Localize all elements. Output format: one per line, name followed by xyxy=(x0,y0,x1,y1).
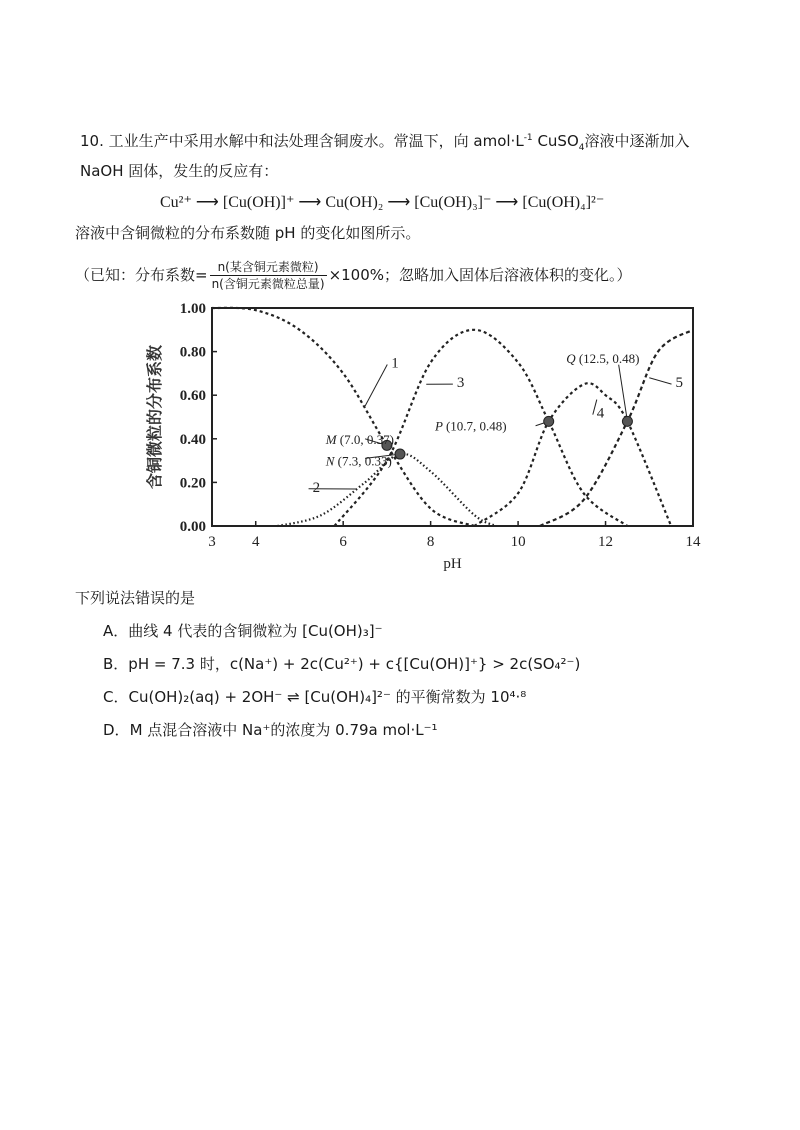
option-d[interactable] xyxy=(103,719,438,741)
known-formula xyxy=(75,260,632,291)
x-tick-label: 6 xyxy=(339,534,347,550)
y-tick-label: 0.20 xyxy=(179,475,206,492)
curve-label-3: 3 xyxy=(456,375,465,392)
arrow-icon: ⟶ xyxy=(195,194,223,211)
option-letter: D． xyxy=(103,721,130,739)
known-suffix: ×100%；忽略加入固体后溶液体积的变化。） xyxy=(328,266,632,284)
question-line-2: NaOH 固体，发生的反应有： xyxy=(80,162,279,180)
x-tick-label: 10 xyxy=(510,534,526,550)
distribution-chart xyxy=(140,293,720,583)
unit-exponent: -1 xyxy=(523,133,533,143)
point-marker-P xyxy=(544,416,554,426)
curve-leader-1 xyxy=(365,365,387,407)
point-name: N xyxy=(325,453,338,469)
y-tick-label: 0.80 xyxy=(179,344,206,361)
fraction-denominator: n(含铜元素微粒总量) xyxy=(211,277,325,291)
x-tick-label: 4 xyxy=(251,534,260,550)
y-tick-label: 0.00 xyxy=(179,519,206,535)
curve-leader-5 xyxy=(649,378,671,384)
arrow-icon: ⟶ xyxy=(298,194,326,211)
question-intro-c: 溶液中逐渐加入 xyxy=(584,132,690,150)
option-b[interactable] xyxy=(103,653,580,675)
species-3: [Cu(OH)₃]⁻ xyxy=(414,194,492,211)
x-tick-label: 8 xyxy=(426,534,435,550)
y-tick-label: 1.00 xyxy=(179,301,206,317)
question-intro-a: 工业生产中采用水解中和法处理含铜废水。常温下，向 amol·L xyxy=(108,132,524,150)
option-letter: C． xyxy=(103,688,129,706)
x-tick-label: 3 xyxy=(208,534,216,550)
option-text: pH = 7.3 时，c(Na⁺) + 2c(Cu²⁺) + c{[Cu(OH)]⁺} > 2c(SO₄²⁻) xyxy=(128,655,581,673)
species-4: [Cu(OH)₄]²⁻ xyxy=(522,194,605,211)
distribution-fraction xyxy=(210,260,327,291)
point-coords: (12.5, 0.48) xyxy=(578,351,640,367)
question-intro-b: CuSO xyxy=(532,132,579,150)
point-name: M xyxy=(325,431,340,447)
question-line-3: 溶液中含铜微粒的分布系数随 pH 的变化如图所示。 xyxy=(75,224,421,242)
point-label-P xyxy=(434,419,507,434)
species-2: Cu(OH)₂ xyxy=(325,194,384,211)
reaction-chain xyxy=(160,192,604,214)
curve-label-5: 5 xyxy=(675,375,684,392)
point-marker-Q xyxy=(622,416,632,426)
y-axis-label: 含铜微粒的分布系数 xyxy=(145,344,164,490)
point-coords: (7.0, 0.37) xyxy=(339,431,394,447)
series-curve-4 xyxy=(474,383,671,526)
fraction-numerator: n(某含铜元素微粒) xyxy=(210,260,327,276)
x-tick-label: 12 xyxy=(598,534,614,550)
arrow-icon: ⟶ xyxy=(387,194,415,211)
option-a[interactable] xyxy=(103,620,383,642)
question-prompt: 下列说法错误的是 xyxy=(75,589,196,607)
question-number: 10. xyxy=(80,132,104,150)
y-tick-label: 0.60 xyxy=(179,388,206,405)
known-prefix: （已知：分布系数= xyxy=(75,266,208,284)
sulfate-subscript: 4 xyxy=(578,143,585,153)
point-name: Q xyxy=(566,351,579,367)
point-label-N xyxy=(325,454,392,469)
point-coords: (7.3, 0.33) xyxy=(337,453,392,469)
option-text: 曲线 4 代表的含铜微粒为 [Cu(OH)₃]⁻ xyxy=(128,622,383,640)
point-coords: (10.7, 0.48) xyxy=(445,418,507,434)
curve-label-4: 4 xyxy=(596,405,605,422)
option-letter: A． xyxy=(103,622,129,640)
question-line-1 xyxy=(80,130,690,152)
x-tick-label: 14 xyxy=(685,534,701,550)
species-1: [Cu(OH)]⁺ xyxy=(222,194,295,211)
option-c[interactable] xyxy=(103,686,526,708)
point-name: P xyxy=(435,418,446,434)
curve-label-1: 1 xyxy=(391,355,399,372)
point-label-Q xyxy=(566,351,639,366)
x-axis-label: pH xyxy=(443,556,462,572)
option-text: Cu(OH)₂(aq) + 2OH⁻ ⇌ [Cu(OH)₄]²⁻ 的平衡常数为 10⁴·⁸ xyxy=(128,688,527,706)
point-label-M xyxy=(325,432,394,447)
point-marker-N xyxy=(395,449,405,459)
y-tick-label: 0.40 xyxy=(179,431,206,448)
option-letter: B． xyxy=(103,655,129,673)
series-curve-1 xyxy=(212,308,474,526)
option-text: M 点混合溶液中 Na⁺的浓度为 0.79a mol·L⁻¹ xyxy=(129,721,438,739)
curve-label-2: 2 xyxy=(312,479,321,496)
species-0: Cu²⁺ xyxy=(160,194,192,211)
arrow-icon: ⟶ xyxy=(495,194,523,211)
